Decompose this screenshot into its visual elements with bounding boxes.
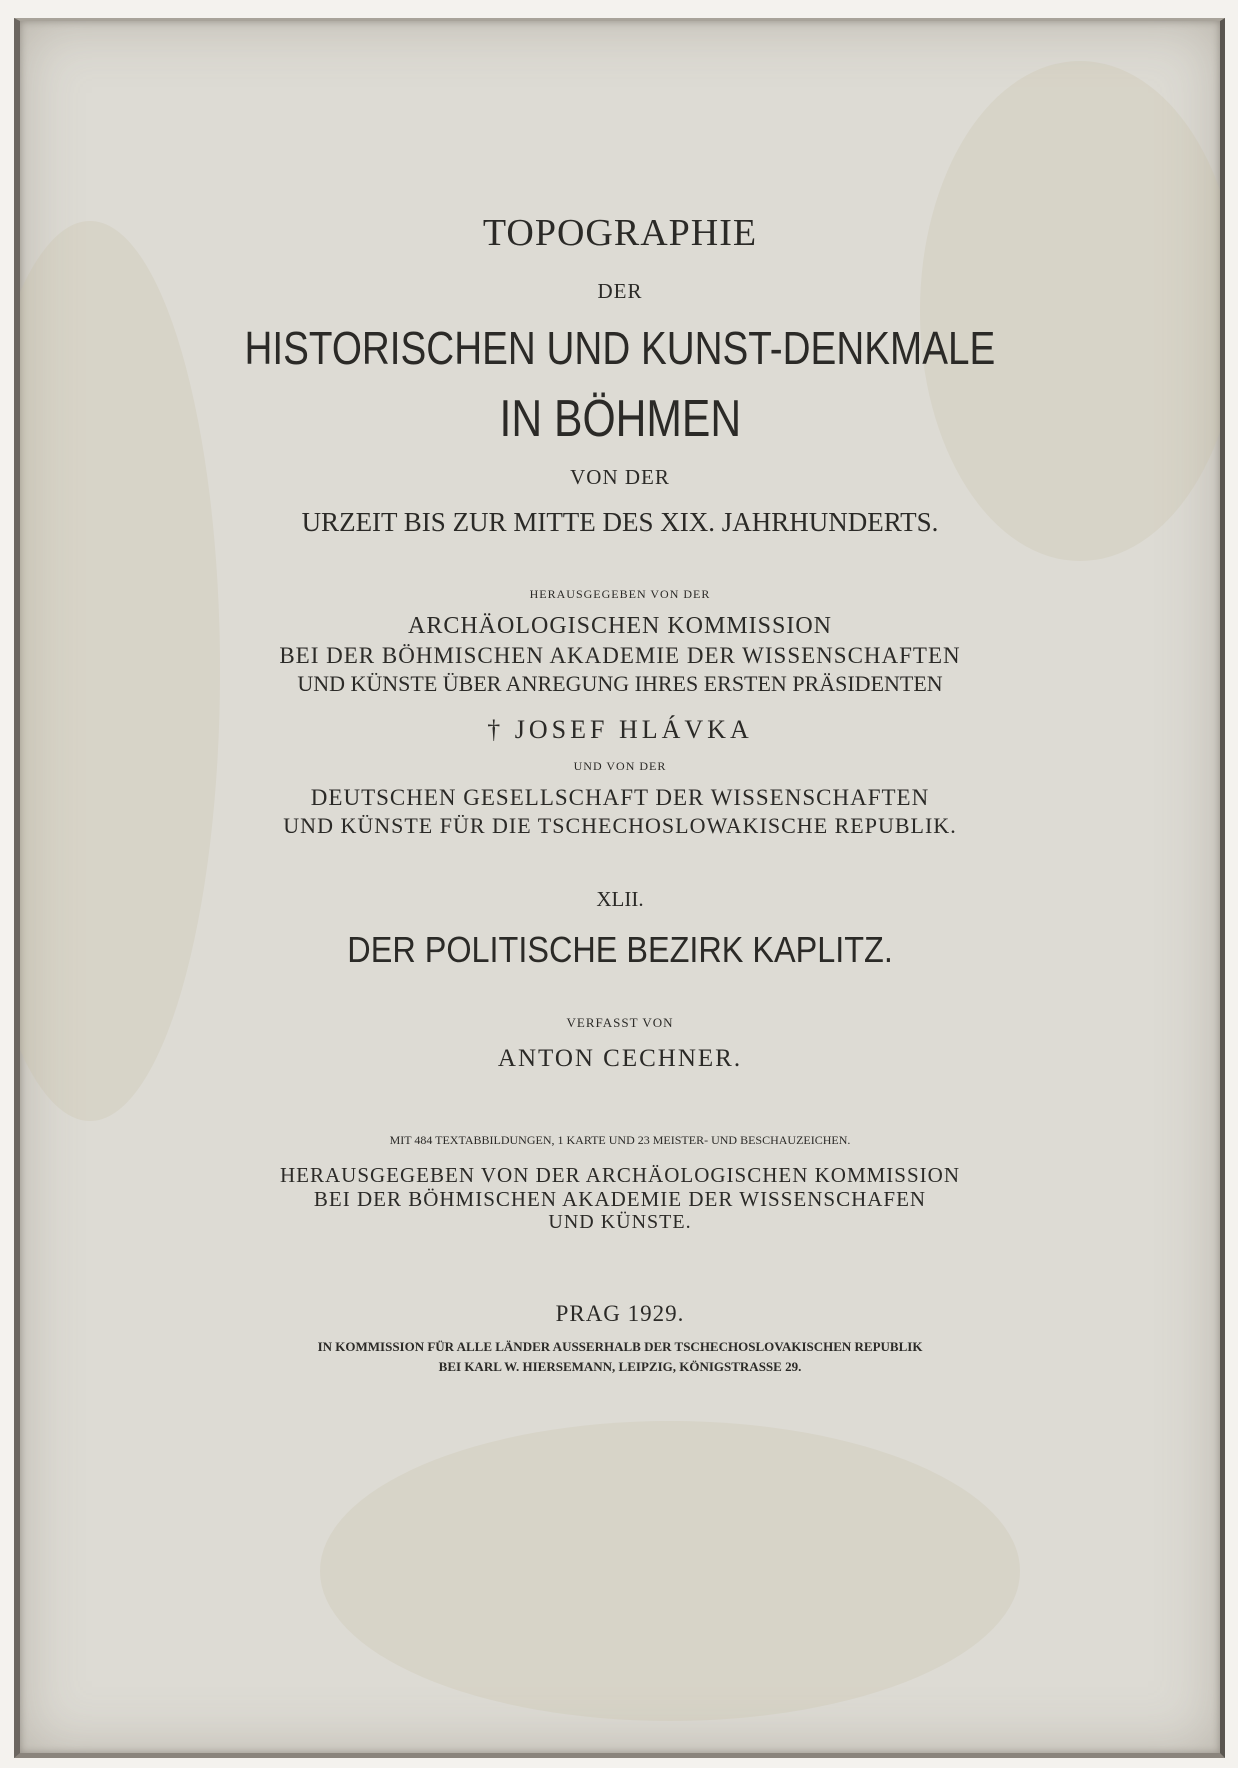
title-historischen-text: HISTORISCHEN UND KUNST-DENKMALE [244,322,996,374]
title-von-der: VON DER [570,465,670,489]
details-illustrations: MIT 484 TEXTABBILDUNGEN, 1 KARTE UND 23 MEISTER- UND BESCHAUZEICHEN. [389,1133,851,1147]
publisher-line3: UND KÜNSTE ÜBER ANREGUNG IHRES ERSTEN PRÄSIDENTEN [297,671,943,696]
volume-title-text: DER POLITISCHE BEZIRK KAPLITZ. [347,929,893,970]
publisher-and: UND VON DER [573,759,667,773]
book-cover [14,18,1225,1758]
imprint-line1: IN KOMMISSION FÜR ALLE LÄNDER AUSSERHALB DER TSCHECHOSLOVAKISCHEN REPUBLIK [317,1339,923,1354]
title-historischen [20,321,1220,375]
details-line1: HERAUSGEGEBEN VON DER ARCHÄOLOGISCHEN KOMMISSION [280,1163,960,1187]
title-der: DER [597,279,643,303]
publisher-intro: HERAUSGEGEBEN VON DER [529,587,711,601]
author-intro: VERFASST VON [566,1015,674,1030]
author-name: ANTON CECHNER. [497,1045,743,1072]
volume-title [20,929,1220,971]
publisher-founder: † JOSEF HLÁVKA [487,715,753,744]
details-line3: UND KÜNSTE. [548,1211,692,1233]
title-urzeit: URZEIT BIS ZUR MITTE DES XIX. JAHRHUNDERTS. [301,507,939,537]
details-line2: BEI DER BÖHMISCHEN AKADEMIE DER WISSENSCHAFEN [313,1187,927,1211]
publisher-line2: BEI DER BÖHMISCHEN AKADEMIE DER WISSENSCHAFTEN [279,643,961,668]
title-in-boehmen-text: IN BÖHMEN [499,390,741,448]
publisher-line1: ARCHÄOLOGISCHEN KOMMISSION [407,613,833,639]
publisher-line5: UND KÜNSTE FÜR DIE TSCHECHOSLOWAKISCHE REPUBLIK. [283,813,957,838]
imprint-place-year: PRAG 1929. [555,1301,685,1326]
title-in-boehmen [20,389,1220,449]
title-topographie: TOPOGRAPHIE [482,212,758,254]
publisher-line4: DEUTSCHEN GESELLSCHAFT DER WISSENSCHAFTEN [310,785,930,810]
volume-number: XLII. [596,887,644,911]
paper-stain [320,1421,1020,1721]
imprint-line2: BEI KARL W. HIERSEMANN, LEIPZIG, KÖNIGSTRASSE 29. [438,1359,802,1374]
